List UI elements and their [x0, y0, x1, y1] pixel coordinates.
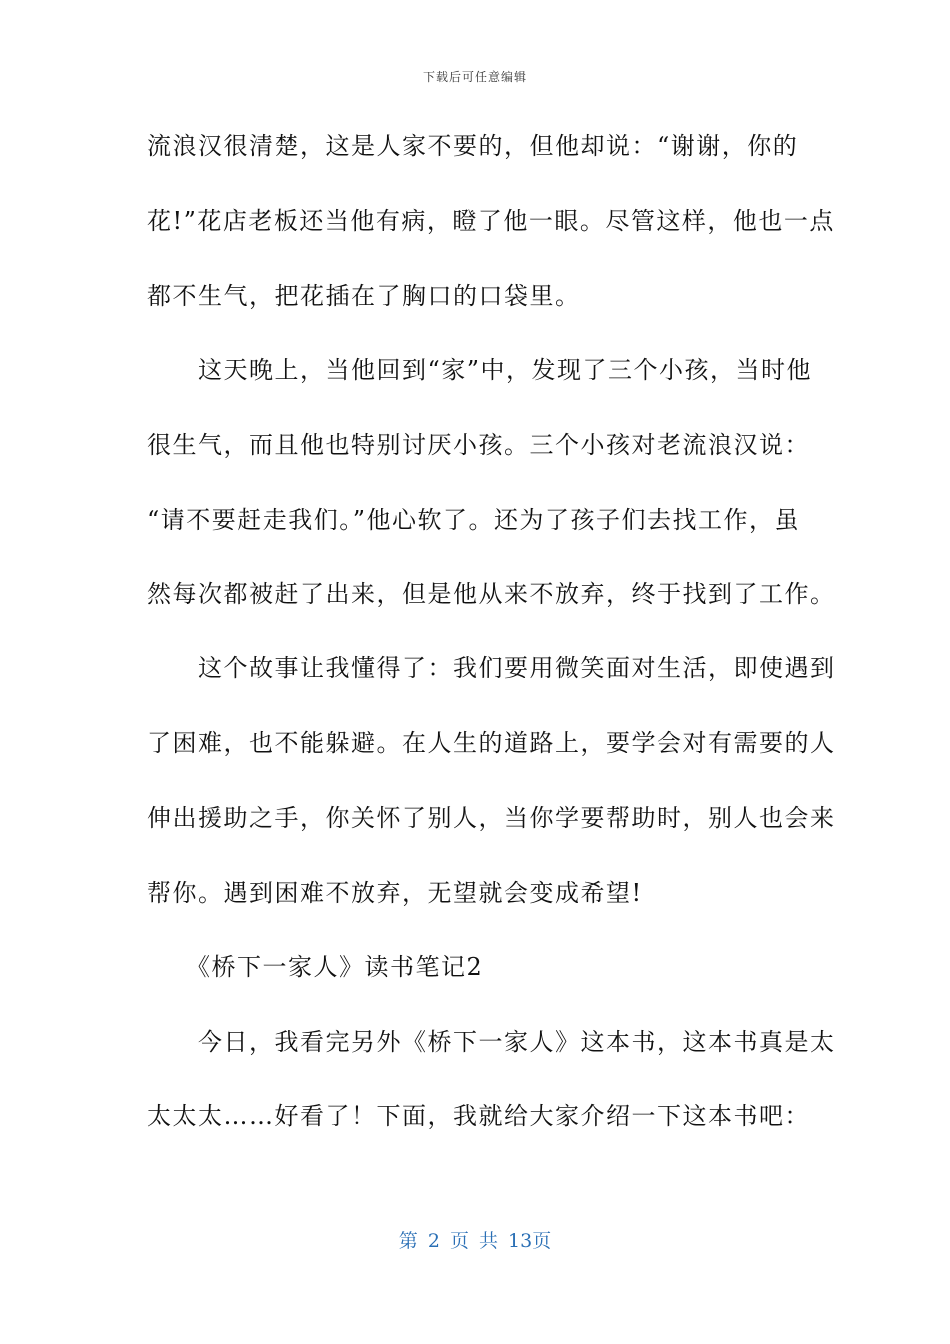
section-heading: 《桥下一家人》读书笔记2 — [147, 953, 484, 981]
page-header: 下载后可任意编辑 — [422, 70, 527, 84]
body-line: 了困难，也不能躲避。在人生的道路上，要学会对有需要的人 — [147, 729, 836, 757]
body-line: 花!”花店老板还当他有病，瞪了他一眼。尽管这样，他也一点 — [147, 207, 835, 235]
body-line: 很生气，而且他也特别讨厌小孩。三个小孩对老流浪汉说： — [147, 431, 810, 459]
body-line: 帮你。遇到困难不放弃，无望就会变成希望! — [147, 879, 643, 907]
body-line: 流浪汉很清楚，这是人家不要的，但他却说：“谢谢，你的 — [147, 132, 799, 160]
body-line: “请不要赶走我们。”他心软了。还为了孩子们去找工作，虽 — [147, 506, 801, 534]
body-line: 这个故事让我懂得了：我们要用微笑面对生活，即使遇到 — [147, 654, 836, 682]
body-line: 这天晚上，当他回到“家”中，发现了三个小孩，当时他 — [147, 356, 813, 384]
body-line: 太太太……好看了！下面，我就给大家介绍一下这本书吧： — [147, 1102, 810, 1130]
page-number-footer: 第 2 页 共 13页 — [398, 1230, 552, 1252]
body-line: 今日，我看完另外《桥下一家人》这本书，这本书真是太 — [147, 1028, 836, 1056]
body-line: 都不生气，把花插在了胸口的口袋里。 — [147, 282, 581, 310]
body-line: 然每次都被赶了出来，但是他从来不放弃，终于找到了工作。 — [147, 580, 836, 608]
body-line: 伸出援助之手，你关怀了别人，当你学要帮助时，别人也会来 — [147, 804, 836, 832]
